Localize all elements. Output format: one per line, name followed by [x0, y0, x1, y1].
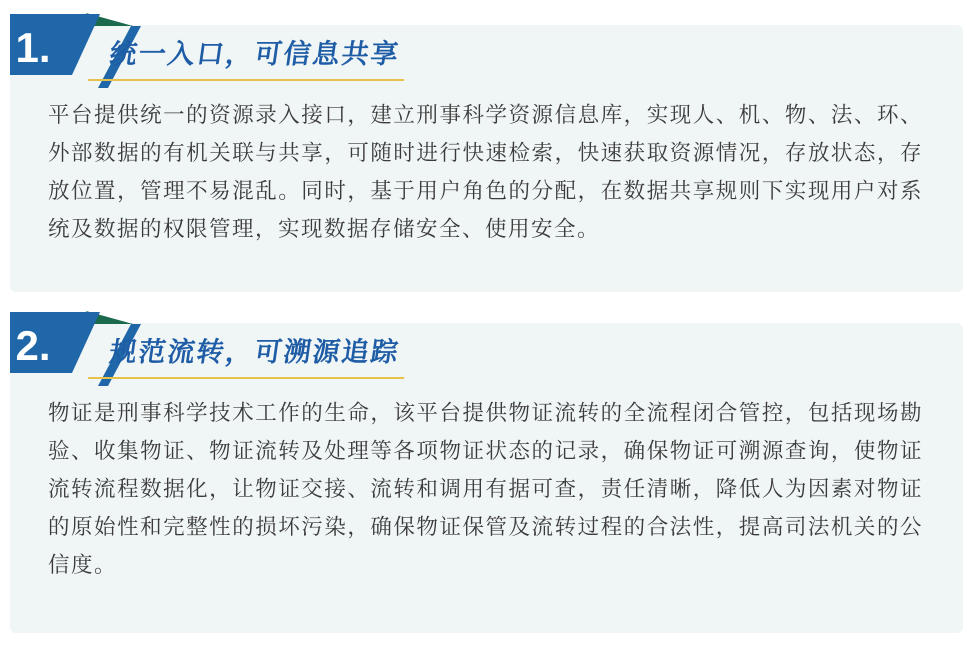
section-title: 统一入口，可信息共享 — [88, 32, 411, 81]
section-title: 规范流转，可溯源追踪 — [88, 330, 411, 379]
section-body: 物证是刑事科学技术工作的生命，该平台提供物证流转的全流程闭合管控，包括现场勘验、收集物证、物证流转及处理等各项物证状态的记录，确保物证可溯源查询，使物证流转流程数据化，让物证交接、流转和调用有据可查，责任清晰，降低人为因素对物证的原始性和完整性的损坏污染，确保物证保管及流转过程的合法性，提高司法机关的公信度。 — [48, 401, 923, 577]
section-2 — [0, 298, 970, 638]
section-body: 平台提供统一的资源录入接口，建立刑事科学资源信息库，实现人、机、物、法、环、外部数据的有机关联与共享，可随时进行快速检索，快速获取资源情况，存放状态，存放位置，管理不易混乱。同时，基于用户角色的分配，在数据共享规则下实现用户对系统及数据的权限管理，实现数据存储安全、使用安全。 — [48, 103, 923, 241]
section-1 — [0, 0, 970, 292]
section-number: 2. — [15, 322, 51, 369]
section-number: 1. — [15, 24, 51, 71]
